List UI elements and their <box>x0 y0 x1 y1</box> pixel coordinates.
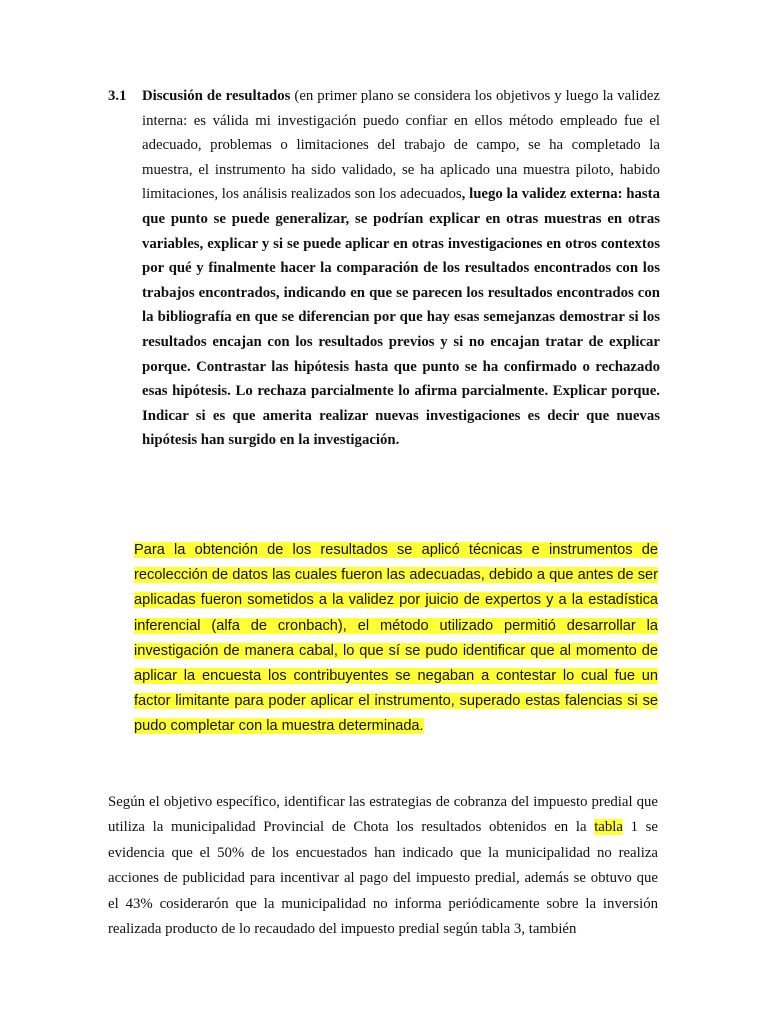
closing-paragraph <box>108 790 658 942</box>
section-bold-text: , luego la validez externa: hasta que punto se puede generalizar, se podrían explicar en otras muestras en otras variables, explicar y si se puede aplicar en otras investigaciones en otros contextos por qué y finalmente hacer la comparación de los resultados encontrados con los trabajos encontrados, indicando en que se parecen los resultados encontrados con la bibliografía en que se diferencian por que hay esas semejanzas demostrar si los resultados encajan con los resultados previos y si no encajan tratar de explicar porque. Contrastar las hipótesis hasta que punto se ha confirmado o rechazado esas hipótesis. Lo rechaza parcialmente lo afirma parcialmente. Explicar porque. Indicar si es que amerita realizar nuevas investigaciones es decir que nuevas hipótesis han surgido en la investigación. <box>142 186 660 449</box>
highlighted-word-tabla: tabla <box>594 819 623 836</box>
section-intro-text: (en primer plano se considera los objetivos y luego la validez interna: es válida mi investigación puedo confiar en ellos método empleado fue el adecuado, problemas o limitaciones del trabajo de campo, se ha completado la muestra, el instrumento ha sido validado, se ha aplicado una muestra piloto, habido limitaciones, los análisis realizados son los adecuados <box>142 88 660 203</box>
section-title: Discusión de resultados <box>142 88 291 104</box>
highlighted-paragraph: Para la obtención de los resultados se aplicó técnicas e instrumentos de recolección de datos las cuales fueron las adecuadas, debido a que antes de ser aplicadas fueron sometidos a la validez por juicio de expertos y a la estadística inferencial (alfa de cronbach), el método utilizado permitió desarrollar la investigación de manera cabal, lo que sí se pudo identificar que al momento de aplicar la encuesta los contribuyentes se negaban a contestar lo cual fue un factor limitante para poder aplicar el instrumento, superado estas falencias si se pudo completar con la muestra determinada. <box>134 542 658 735</box>
discussion-section <box>108 84 660 453</box>
closing-text-after: 1 se evidencia que el 50% de los encuestados han indicado que la municipalidad no realiza acciones de publicidad para incentivar al pago del impuesto predial, además se obtuvo que el 43% cosiderarón que la municipalidad no informa periódicamente sobre la inversión realizada producto de lo recaudado del impuesto predial según tabla 3, también <box>108 819 659 938</box>
section-number: 3.1 <box>108 88 127 104</box>
highlighted-paragraph-block <box>134 538 658 740</box>
section-block <box>108 84 660 453</box>
section-body <box>142 84 660 453</box>
closing-text-before: Según el objetivo específico, identificar las estrategias de cobranza del impuesto predial que utiliza la municipalidad Provincial de Chota los resultados obtenidos en la <box>108 794 658 836</box>
